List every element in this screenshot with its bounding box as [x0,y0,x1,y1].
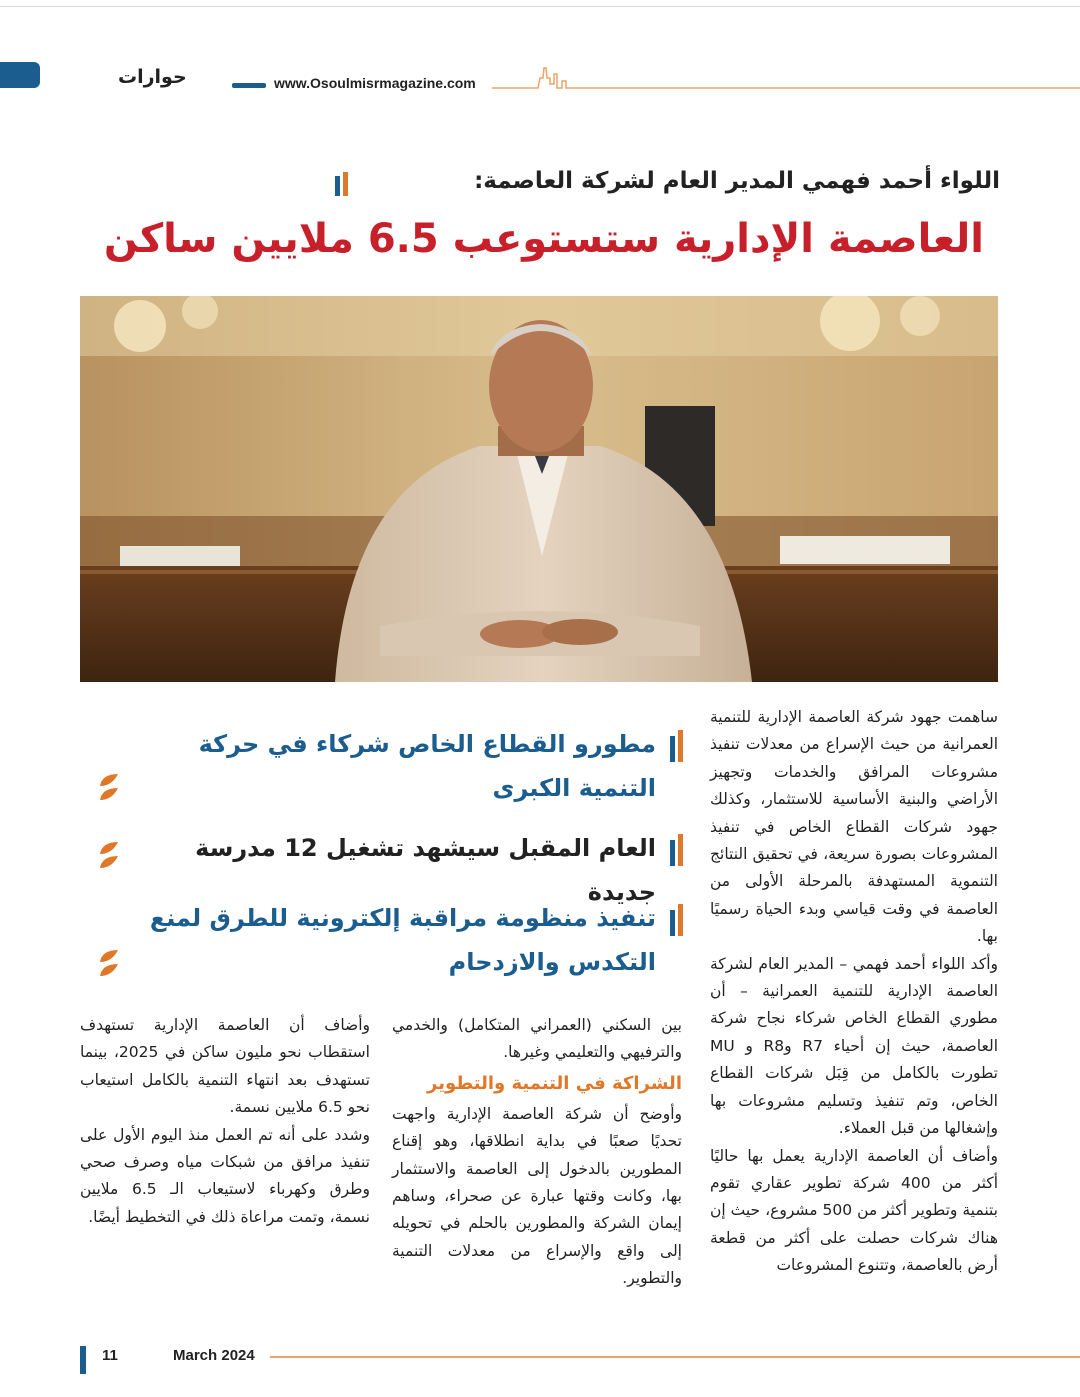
issue-date: March 2024 [173,1347,255,1364]
orange-leaf-icon [98,948,120,978]
body-paragraph: وشدد على أنه تم العمل منذ اليوم الأول على تنفيذ مرافق من شبكات مياه وصرف صحي وطرق وكهرباء لاستيعاب الـ 6.5 ملايين نسمة، وتمت مراعاة ذلك في التخطيط أيضًا. [80,1125,370,1226]
orange-leaf-icon [98,840,120,870]
article-headline: العاصمة الإدارية ستستوعب 6.5 ملايين ساكن [103,216,984,262]
kicker-marker-icon [335,172,349,196]
body-column-right [710,704,998,1280]
body-paragraph: وأوضح أن شركة العاصمة الإدارية واجهت تحديًا صعبًا في بداية انطلاقها، وهو إقناع المطورين بالدخول إلى العاصمة والاستثمار بها، وكانت وقتها عبارة عن صحراء، وساهم إيمان الشركة والمطورين بالحلم في تحويله إلى واقع والإسراع من معدلات التنمية والتطوير. [392,1104,682,1288]
footer-bar [80,1346,86,1374]
body-paragraph: وأكد اللواء أحمد فهمي – المدير العام لشركة العاصمة الإدارية للتنمية العمرانية – أن مطوري القطاع الخاص شركاء نجاح شركة العاصمة، حيث إن أحياء R7 وR8 و MU تطورت بالكامل من قِبَل شركات القطاع الخاص، وتم تنفيذ وتسليم مشروعات بها وإشغالها من قبل العملاء. [710,954,999,1138]
highlight-text: مطورو القطاع الخاص شركاء في حركة التنمية الكبرى [198,730,656,802]
body-paragraph: بين السكني (العمراني المتكامل) والخدمي والترفيهي والتعليمي وغيرها. [392,1016,682,1062]
body-paragraph: وأضاف أن العاصمة الإدارية تستهدف استقطاب نحو مليون ساكن في 2025، بينما تستهدف بعد انتهاء التنمية بالكامل استيعاب نحو 6.5 ملايين نسمة. [80,1016,370,1117]
highlight-item [136,722,656,810]
footer-rule [270,1356,1080,1358]
section-label: حوارات [118,66,187,88]
section-tab-marker [0,62,40,88]
body-paragraph: ساهمت جهود شركة العاصمة الإدارية للتنمية العمرانية من حيث الإسراع من معدلات تنفيذ مشروعات المرافق والخدمات وتجهيز الأراضي والبنية الأساسية للاستثمار، وكذلك جهود شركات القطاع الخاص في تنفيذ المشروعات بصورة سريعة، في تحقيق النتائج التنموية المستهدفة بالمرحلة الأولى من العاصمة في وقت قياسي وبدء الحياة رسميًا بها. [710,708,998,946]
site-url[interactable]: www.Osoulmisrmagazine.com [274,75,476,91]
sub-heading: الشراكة في التنمية والتطوير [427,1072,682,1094]
portrait-photo [80,296,998,682]
body-paragraph: وأضاف أن العاصمة الإدارية يعمل بها حاليًا أكثر من 400 شركة تطوير عقاري تقوم بتنمية وتطوير أكثر من 500 مشروع، حيث إن هناك شركات حصلت على أكثر من قطعة أرض بالعاصمة، وتتنوع المشروعات [710,1146,998,1275]
article-kicker: اللواء أحمد فهمي المدير العام لشركة العاصمة: [474,168,1000,194]
top-rule [0,6,1080,7]
page-number: 11 [102,1347,118,1364]
body-column-middle [392,1012,682,1293]
highlight-text: العام المقبل سيشهد تشغيل 12 مدرسة جديدة [195,834,656,906]
orange-blue-bar-icon [670,904,684,936]
orange-blue-bar-icon [670,834,684,866]
orange-leaf-icon [98,772,120,802]
highlight-text: تنفيذ منظومة مراقبة إلكترونية للطرق لمنع التكدس والازدحام [149,904,656,976]
highlight-item [136,896,656,984]
orange-blue-bar-icon [670,730,684,762]
url-dash [232,83,266,88]
body-column-left [80,1012,370,1231]
skyline-line-icon [492,64,1080,94]
